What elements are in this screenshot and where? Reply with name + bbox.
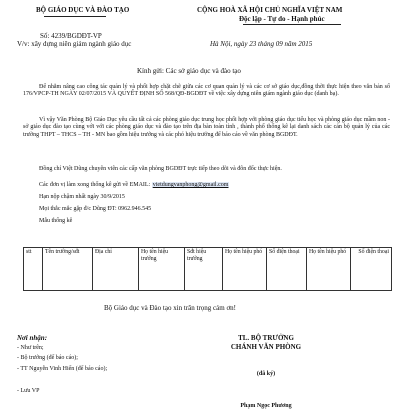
- table-header-cell: Họ tên hiệu phó: [307, 248, 351, 291]
- email-line: [39, 182, 229, 189]
- table-header-row: [24, 248, 392, 291]
- deadline: Hạn nộp chậm nhất ngày 30/9/2015: [39, 194, 125, 200]
- table-header-cell: Địa chỉ: [93, 248, 139, 291]
- signature-position: CHÁNH VĂN PHÒNG: [230, 343, 302, 351]
- distribution-label: Nơi nhận:: [17, 334, 48, 342]
- document-subject: V/v: xây dựng niên giám ngành giáo dục: [17, 40, 132, 48]
- closing-line: Bộ Giáo dục và Đào tạo xin trân trọng cảm ơn!: [104, 304, 236, 312]
- recipient: Kính gửi: Các sở giáo dục và đào tạo: [137, 67, 241, 75]
- table-header-cell: Họ tên hiệu phó: [223, 248, 267, 291]
- table-header-cell: Số điện thoại: [267, 248, 307, 291]
- nation-name: CỘNG HOÀ XÃ HỘI CHỦ NGHĨA VIỆT NAM: [197, 6, 343, 14]
- distribution-item: - Lưu VP: [17, 388, 40, 394]
- nation-motto: Độc lập - Tự do - Hạnh phúc: [239, 15, 325, 23]
- email-link[interactable]: vietdungvanphong@gmail.com: [152, 182, 229, 188]
- table-header-cell: stt: [24, 248, 43, 291]
- document-date: Hà Nội, ngày 23 tháng 09 năm 2015: [210, 40, 313, 48]
- table-header-cell: Sđt hiệu trưởng: [185, 248, 223, 291]
- signer-name: Phạm Ngọc Phương: [240, 403, 292, 409]
- table-header-cell: Số điện thoại: [351, 248, 392, 291]
- signature-title: TL. BỘ TRƯỞNG: [238, 334, 294, 342]
- distribution-item: - TT Nguyễn Vinh Hiển (để báo cáo);: [17, 366, 108, 372]
- table-header-cell: Họ tên hiệu trưởng: [139, 248, 185, 291]
- statistics-form-table: [23, 247, 392, 291]
- distribution-item: - Như trên;: [17, 345, 44, 351]
- distribution-item: - Bộ trưởng (để báo cáo);: [17, 355, 78, 361]
- contact-info: Mọi thắc mắc gặp đ/c Dũng ĐT: 0962.946.545: [39, 206, 152, 212]
- paragraph-1: Để nhằm nâng cao công tác quản lý và phối hợp chặt chẽ giữa các cơ quan quản lý và các cơ sở giáo dục,đồng thời thực hiện theo văn bản số 176/VPCP-TH NGÀY 02/07/2015 VÀ QUYẾT ĐỊNH SỐ 568/QĐ-BGDĐT về việc xây dựng niên giám ngành giáo dục (danh bạ).: [23, 84, 390, 98]
- signed-mark: (đã ký): [256, 371, 276, 377]
- paragraph-3: Đồng chí Việt Dũng chuyên viên các cấp văn phòng BGDĐT trực tiếp theo dõi và đôn đốc thực hiện.: [39, 166, 282, 172]
- agency-name: BỘ GIÁO DỤC VÀ ĐÀO TẠO: [36, 6, 130, 14]
- document-number: Số: 4239/BGDĐT-VP: [40, 32, 102, 40]
- motto-underline: [243, 24, 341, 25]
- paragraph-2: Vì vậy Văn Phòng Bộ Giáo Dục yêu cầu tất cả các phòng giáo dục trung học phối hợp với phòng giáo dục tiểu học và phòng giáo dục mầm non - sở giáo dục đào tạo cùng với với các phòng giáo dục và đào tạo trên địa bàn toàn tỉnh , thành phố thống kê lại danh sách các cán bộ quản lý của các trường THPT – THCS – TH - MN bao gồm hiệu trưởng và các phó hiệu trưởng để báo cáo về văn phòng BGDĐT.: [23, 117, 390, 138]
- email-prefix: Các đơn vị làm xong thống kê gửi về EMAIL:: [39, 182, 151, 188]
- table-header-cell: Tên trường/sđt: [43, 248, 93, 291]
- form-label: Mẫu thống kê: [39, 218, 73, 224]
- agency-underline: [44, 16, 106, 17]
